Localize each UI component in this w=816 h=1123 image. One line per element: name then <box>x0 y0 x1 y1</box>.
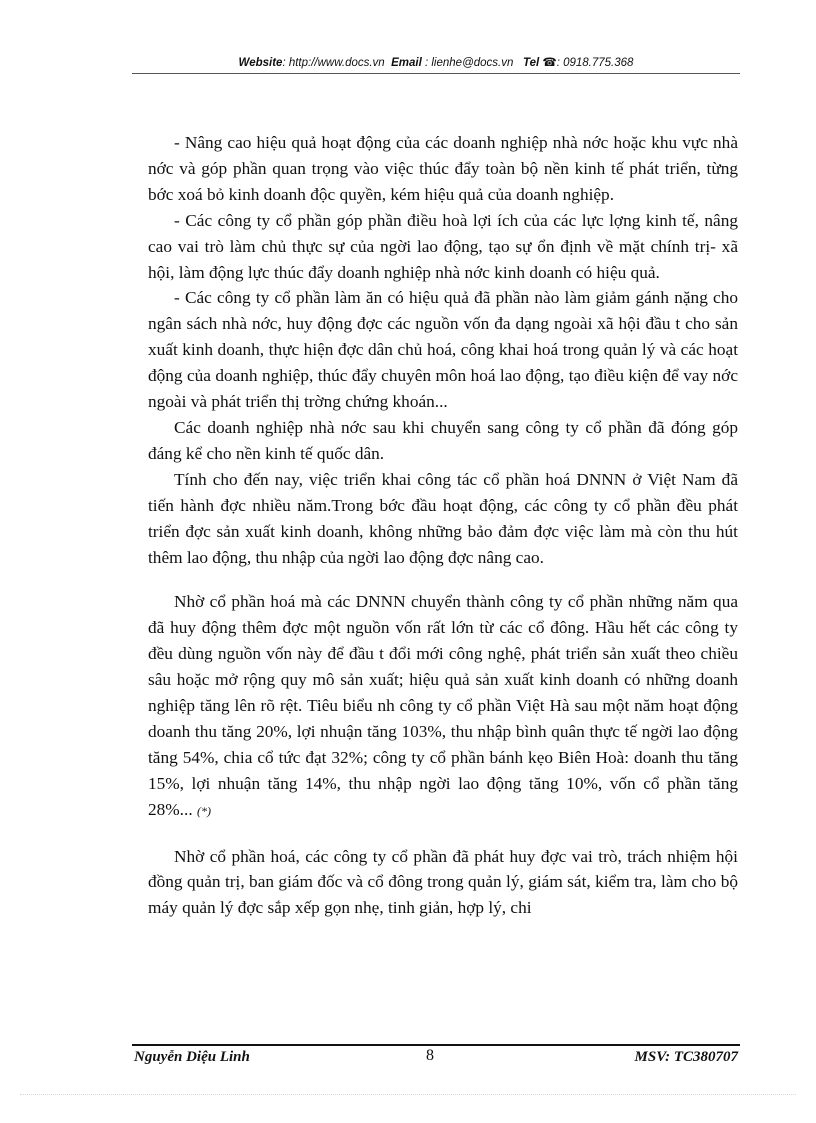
website-value: : http://www.docs.vn <box>282 57 385 69</box>
paragraph-7: Nhờ cổ phần hoá, các công ty cổ phần đã phát huy đợc vai trò, trách nhiệm hội đồng quản trị, ban giám đốc và cổ đông trong quản lý, giám sát, kiểm tra, làm cho bộ máy quản lý đợc sắp xếp gọn nhẹ, tinh giản, hợp lý, chi <box>148 846 738 918</box>
paragraph-2: - Các công ty cổ phần góp phần điều hoà lợi ích của các lực lợng kinh tế, nâng cao vai trò làm chủ thực sự của ngời lao động, tạo sự ổn định về mặt chính trị- xã hội, làm động lực thúc đẩy doanh nghiệp nhà nớc kinh doanh có hiệu quả. <box>148 210 738 282</box>
phone-icon: ☎ <box>542 57 557 69</box>
paragraph-5: Tính cho đến nay, việc triển khai công tác cổ phần hoá DNNN ở Việt Nam đã tiến hành đợc nhiều năm.Trong bớc đầu hoạt động, các công ty cổ phần đều phát triển đợc sản xuất kinh doanh, không những bảo đảm đợc việc làm mà còn thu hút thêm lao động, thu nhập của ngời lao động đợc nâng cao. <box>148 469 738 567</box>
page-bottom-border <box>20 1094 796 1095</box>
footnote-mark: (*) <box>196 803 211 818</box>
paragraph-6-text: Nhờ cổ phần hoá mà các DNNN chuyển thành công ty cổ phần những năm qua đã huy động thêm đợc một nguồn vốn rất lớn từ các cổ đông. Hầu hết các công ty đều dùng nguồn vốn này để đầu t đổi mới công nghệ, phát triển sản xuất theo chiều sâu hoặc mở rộng quy mô sản xuất; hiệu quả sản xuất kinh doanh có những doanh nghiệp tăng lên rõ rệt. Tiêu biểu nh công ty cổ phần Việt Hà sau một năm hoạt động doanh thu tăng 20%, lợi nhuận tăng 103%, thu nhập bình quân thực tế ngời lao động tăng 54%, chia cổ tức đạt 32%; công ty cổ phần bánh kẹo Biên Hoà: doanh thu tăng 15%, lợi nhuận tăng 14%, thu nhập ngời lao động tăng 10%, vốn cổ phần tăng 28%... <box>148 592 738 819</box>
paragraph-6 <box>148 589 738 824</box>
page-number: 8 <box>426 1047 434 1064</box>
footer-divider <box>132 1044 740 1046</box>
paragraph-3: - Các công ty cổ phần làm ăn có hiệu quả đã phần nào làm giảm gánh nặng cho ngân sách nhà nớc, huy động đợc các nguồn vốn đa dạng ngoài xã hội đầu t cho sản xuất kinh doanh, thực hiện đợc dân chủ hoá, công khai hoá trong quản lý và các hoạt động của doanh nghiệp, thúc đẩy chuyên môn hoá lao động, tạo điều kiện để vay nớc ngoài và phát triển thị trờng chứng khoán... <box>148 288 738 412</box>
website-label: Website <box>238 57 283 69</box>
paragraph-4: Các doanh nghiệp nhà nớc sau khi chuyển sang công ty cổ phần đã đóng góp đáng kể cho nền kinh tế quốc dân. <box>148 417 738 463</box>
tel-label: Tel <box>522 57 540 69</box>
document-body <box>148 130 738 921</box>
page-header <box>132 55 740 71</box>
footer-author: Nguyễn Diệu Linh <box>134 1049 250 1065</box>
header-divider <box>132 73 740 74</box>
footer-student-id: MSV: TC380707 <box>634 1049 738 1065</box>
page-footer <box>132 1049 740 1071</box>
email-value: : lienhe@docs.vn <box>424 57 514 69</box>
paragraph-1: - Nâng cao hiệu quả hoạt động của các doanh nghiệp nhà nớc hoặc khu vực nhà nớc và góp phần quan trọng vào việc thúc đẩy toàn bộ nền kinh tế phát triển, từng bớc xoá bỏ kinh doanh độc quyền, kém hiệu quả của doanh nghiệp. <box>148 133 738 204</box>
tel-value: : 0918.775.368 <box>556 57 634 69</box>
email-label: Email <box>391 57 422 69</box>
